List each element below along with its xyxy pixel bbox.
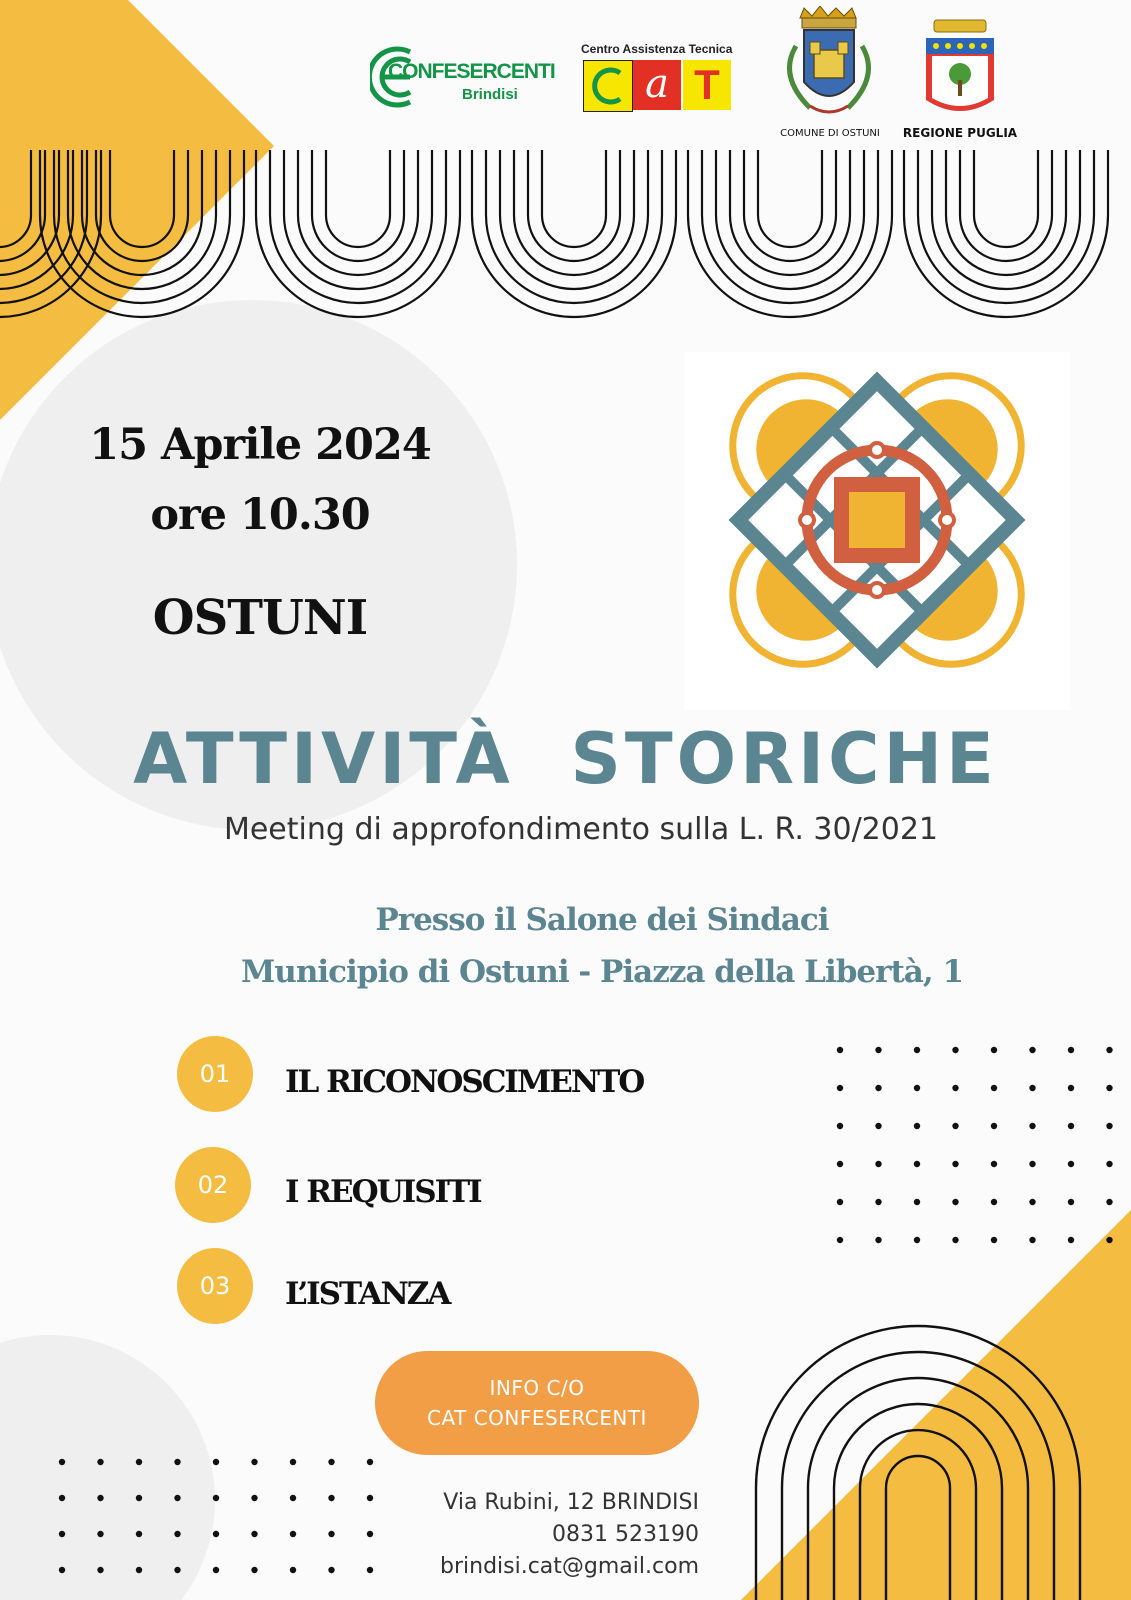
puglia-crest-icon xyxy=(900,16,1020,120)
dot-grid-right xyxy=(837,1047,1113,1243)
agenda-item-2: I REQUISITI xyxy=(285,1174,481,1210)
puglia-coat-of-arms xyxy=(900,16,1020,144)
cat-a-block: a xyxy=(633,60,681,110)
puglia-label: REGIONE PUGLIA xyxy=(902,126,1018,140)
agenda-list xyxy=(177,1036,677,1326)
cat-t-block: T xyxy=(683,60,731,110)
arch-group xyxy=(904,150,1108,317)
event-date: 15 Aprile 2024 xyxy=(89,420,431,470)
ostuni-coat-of-arms xyxy=(770,6,890,142)
confesercenti-city: Brindisi xyxy=(462,86,518,103)
confesercenti-name: CONFESERCENTI xyxy=(388,60,555,83)
bottom-left-circle xyxy=(0,1335,215,1600)
ostuni-label: COMUNE DI OSTUNI xyxy=(780,128,880,139)
agenda-number-3: 03 xyxy=(177,1248,253,1324)
agenda-number-2: 02 xyxy=(175,1147,251,1223)
arch-group xyxy=(688,150,892,317)
arch-group xyxy=(256,150,460,317)
confesercenti-logo xyxy=(370,44,555,110)
page-title: ATTIVITÀ STORICHE xyxy=(133,718,998,800)
cat-header: Centro Assistenza Tecnica xyxy=(581,42,733,56)
event-time: ore 10.30 xyxy=(150,490,370,540)
agenda-item-3: L’ISTANZA xyxy=(285,1276,450,1312)
cat-c-block xyxy=(583,60,633,112)
info-line-1: INFO C/O xyxy=(489,1376,585,1400)
venue-line-2: Municipio di Ostuni - Piazza della Libertà, 1 xyxy=(240,954,964,990)
agenda-item-1: IL RICONOSCIMENTO xyxy=(285,1064,644,1100)
info-line-2: CAT CONFESERCENTI xyxy=(427,1406,647,1430)
cat-logo xyxy=(581,42,733,112)
cat-c-icon xyxy=(584,61,632,111)
page-subtitle: Meeting di approfondimento sulla L. R. 30/2021 xyxy=(223,812,939,847)
contact-email[interactable]: brindisi.cat@gmail.com xyxy=(440,1554,699,1579)
event-city: OSTUNI xyxy=(152,590,368,646)
venue-line-1: Presso il Salone dei Sindaci xyxy=(375,902,829,938)
contact-phone: 0831 523190 xyxy=(552,1522,699,1547)
arch-group xyxy=(472,150,676,317)
ostuni-crest-icon xyxy=(770,6,890,122)
info-button[interactable] xyxy=(375,1351,699,1455)
agenda-number-1: 01 xyxy=(177,1036,253,1112)
historic-activities-emblem-icon xyxy=(684,352,1070,710)
emblem-panel xyxy=(684,352,1070,710)
contact-address: Via Rubini, 12 BRINDISI xyxy=(443,1490,699,1515)
